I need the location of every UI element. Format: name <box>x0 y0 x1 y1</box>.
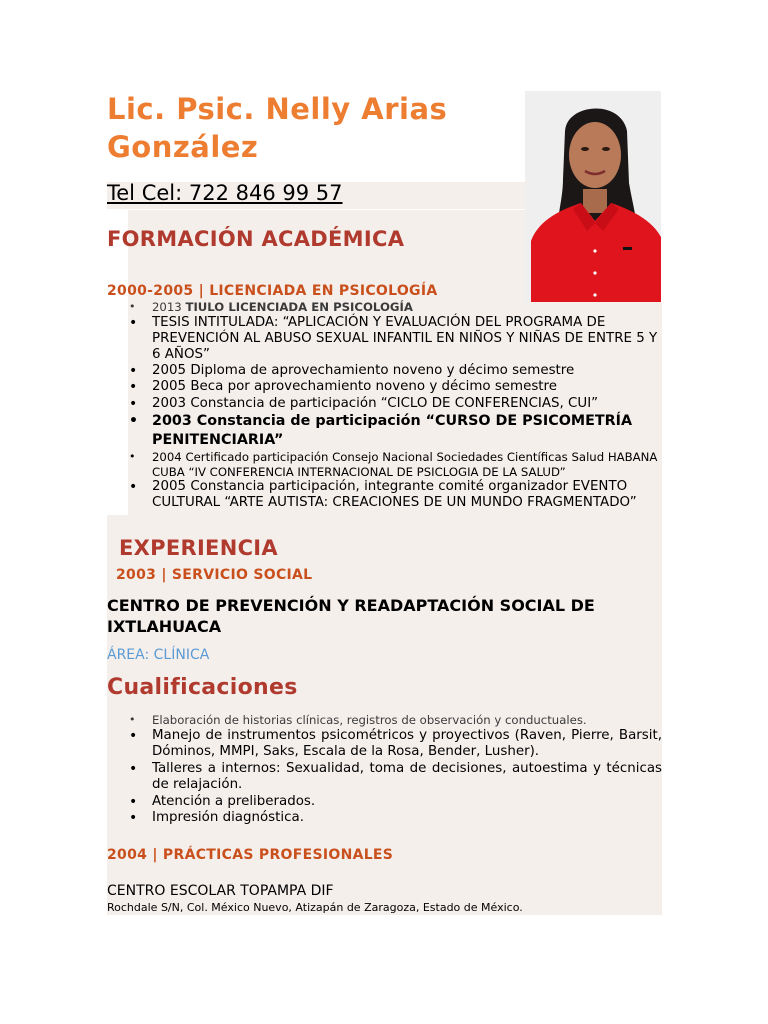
phone-number: Tel Cel: 722 846 99 57 <box>107 181 343 205</box>
practicas-period: 2004 | PRÁCTICAS PROFESIONALES <box>107 847 394 863</box>
formacion-list <box>107 300 662 511</box>
section-title-formacion: FORMACIÓN ACADÉMICA <box>107 227 405 251</box>
list-item: • 2005 Constancia participación, integrante comité organizador EVENTO CULTURAL “ARTE AUTISTA: CREACIONES DE UN MUNDO FRAGMENTADO” <box>107 479 662 511</box>
list-item: • TESIS INTITULADA: “APLICACIÓN Y EVALUACIÓN DEL PROGRAMA DE PREVENCIÓN AL ABUSO SEXUAL INFANTIL EN NIÑOS Y NIÑAS DE ENTRE 5 Y 6 AÑOS” <box>107 315 662 363</box>
list-item: • 2003 Constancia de participación “CURSO DE PSICOMETRÍA PENITENCIARIA” <box>107 412 662 450</box>
list-item: • Impresión diagnóstica. <box>107 810 662 827</box>
list-item: • 2005 Diploma de aprovechamiento noveno y décimo semestre <box>107 363 662 380</box>
list-item: • Atención a preliberados. <box>107 794 662 811</box>
item-title: TIULO LICENCIADA EN PSICOLOGÍA <box>185 300 413 314</box>
profile-photo <box>525 91 661 302</box>
item-year: 2013 <box>152 300 186 314</box>
list-item <box>107 300 662 315</box>
practicas-address: Rochdale S/N, Col. México Nuevo, Atizapán de Zaragoza, Estado de México. <box>107 901 523 914</box>
list-item: • Talleres a internos: Sexualidad, toma de decisiones, autoestima y técnicas de relajación. <box>107 761 662 794</box>
section-title-experiencia: EXPERIENCIA <box>119 536 278 560</box>
cualificaciones-list <box>107 713 662 827</box>
experiencia-period: 2003 | SERVICIO SOCIAL <box>116 567 313 583</box>
section-title-cualificaciones: Cualificaciones <box>107 675 298 700</box>
person-photo-icon <box>525 91 661 302</box>
experiencia-area: ÁREA: CLÍNICA <box>107 647 210 663</box>
practicas-organization: CENTRO ESCOLAR TOPAMPA DIF <box>107 883 334 899</box>
list-item: • 2004 Certificado participación Consejo Nacional Sociedades Científicas Salud HABANA CUBA “IV CONFERENCIA INTERNACIONAL DE PSICLOGIA DE LA SALUD” <box>107 450 662 479</box>
list-item: • 2003 Constancia de participación “CICLO DE CONFERENCIAS, CUI” <box>107 396 662 413</box>
list-item: • Manejo de instrumentos psicométricos y proyectivos (Raven, Pierre, Barsit, Dóminos, MMPI, Saks, Escala de la Rosa, Bender, Lusher). <box>107 728 662 761</box>
candidate-name: Lic. Psic. Nelly Arias González <box>107 92 448 164</box>
formacion-period: 2000-2005 | LICENCIADA EN PSICOLOGÍA <box>107 283 438 299</box>
list-item: • Elaboración de historias clínicas, registros de observación y conductuales. <box>107 713 662 728</box>
list-item: • 2005 Beca por aprovechamiento noveno y décimo semestre <box>107 379 662 396</box>
experiencia-organization: CENTRO DE PREVENCIÓN Y READAPTACIÓN SOCIAL DE IXTLAHUACA <box>107 596 595 636</box>
